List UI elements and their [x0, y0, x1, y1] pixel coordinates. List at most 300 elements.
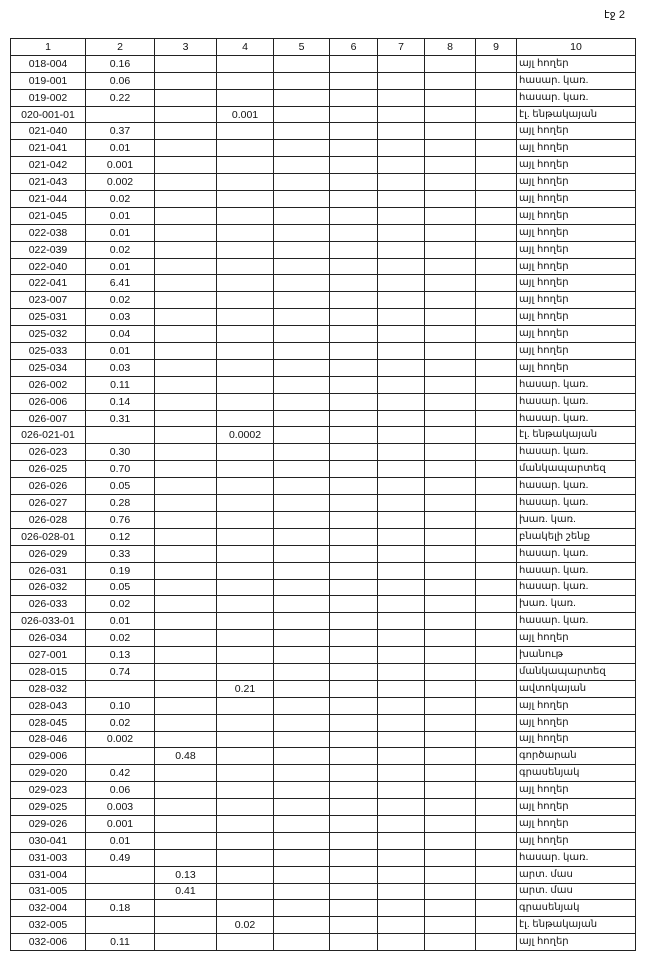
table-cell — [378, 123, 425, 140]
table-row — [11, 883, 636, 900]
table-cell — [217, 72, 274, 89]
table-row — [11, 545, 636, 562]
table-row — [11, 461, 636, 478]
table-row — [11, 292, 636, 309]
table-cell — [425, 72, 476, 89]
table-cell — [425, 410, 476, 427]
table-cell: այլ հողեր — [517, 224, 636, 241]
table-cell — [476, 613, 517, 630]
table-row — [11, 697, 636, 714]
table-row — [11, 815, 636, 832]
table-cell — [330, 799, 378, 816]
table-cell — [476, 258, 517, 275]
table-cell — [330, 545, 378, 562]
table-cell: հասար. կառ. — [517, 495, 636, 512]
table-cell — [330, 883, 378, 900]
table-cell — [274, 680, 330, 697]
table-cell — [217, 326, 274, 343]
table-cell: այլ հողեր — [517, 934, 636, 951]
table-cell — [476, 579, 517, 596]
table-cell — [330, 613, 378, 630]
table-cell: հասար. կառ. — [517, 376, 636, 393]
table-cell: 0.11 — [86, 376, 155, 393]
table-cell — [155, 427, 217, 444]
table-cell — [425, 917, 476, 934]
table-cell — [217, 799, 274, 816]
table-cell — [425, 630, 476, 647]
table-cell — [274, 647, 330, 664]
table-cell — [378, 630, 425, 647]
table-cell — [155, 663, 217, 680]
table-cell — [378, 849, 425, 866]
table-cell: 0.18 — [86, 900, 155, 917]
table-cell: 0.42 — [86, 765, 155, 782]
table-cell — [425, 309, 476, 326]
table-cell: 028-046 — [11, 731, 86, 748]
table-cell: հասար. կառ. — [517, 444, 636, 461]
table-cell — [155, 647, 217, 664]
table-cell — [330, 849, 378, 866]
table-cell — [378, 140, 425, 157]
table-cell — [217, 731, 274, 748]
table-cell — [330, 832, 378, 849]
table-cell — [476, 359, 517, 376]
table-cell — [378, 545, 425, 562]
table-cell: մանկապարտեզ — [517, 461, 636, 478]
table-cell: 022-041 — [11, 275, 86, 292]
table-cell — [476, 157, 517, 174]
table-cell: 029-006 — [11, 748, 86, 765]
table-cell: 022-039 — [11, 241, 86, 258]
table-cell — [217, 562, 274, 579]
table-cell: 0.01 — [86, 258, 155, 275]
table-cell — [330, 376, 378, 393]
table-cell: 0.10 — [86, 697, 155, 714]
table-cell — [217, 782, 274, 799]
table-row — [11, 866, 636, 883]
table-cell — [476, 343, 517, 360]
table-cell: խառ. կառ. — [517, 596, 636, 613]
table-cell: այլ հողեր — [517, 157, 636, 174]
table-cell: 0.37 — [86, 123, 155, 140]
table-cell: 026-031 — [11, 562, 86, 579]
table-cell — [425, 511, 476, 528]
table-cell: այլ հողեր — [517, 815, 636, 832]
table-cell — [425, 883, 476, 900]
table-cell — [476, 123, 517, 140]
table-cell — [425, 900, 476, 917]
table-cell: 0.31 — [86, 410, 155, 427]
table-cell: 025-033 — [11, 343, 86, 360]
table-cell — [476, 89, 517, 106]
table-cell — [476, 275, 517, 292]
table-cell — [330, 72, 378, 89]
table-cell: 0.02 — [86, 241, 155, 258]
table-row — [11, 444, 636, 461]
table-cell: 0.003 — [86, 799, 155, 816]
table-cell — [155, 815, 217, 832]
table-cell — [476, 55, 517, 72]
table-cell — [217, 883, 274, 900]
table-cell — [274, 528, 330, 545]
table-cell — [425, 376, 476, 393]
table-cell — [330, 511, 378, 528]
table-cell: 026-029 — [11, 545, 86, 562]
table-cell — [155, 224, 217, 241]
table-cell — [330, 900, 378, 917]
table-row — [11, 917, 636, 934]
table-cell — [425, 815, 476, 832]
table-row — [11, 849, 636, 866]
table-cell — [274, 478, 330, 495]
table-cell: 032-004 — [11, 900, 86, 917]
table-cell — [378, 866, 425, 883]
table-cell: այլ հողեր — [517, 731, 636, 748]
table-cell — [378, 410, 425, 427]
table-cell — [425, 866, 476, 883]
land-parcel-table — [10, 38, 636, 951]
table-cell — [425, 444, 476, 461]
table-cell — [425, 461, 476, 478]
table-cell: 019-002 — [11, 89, 86, 106]
table-cell — [425, 106, 476, 123]
table-cell — [378, 393, 425, 410]
table-cell — [274, 410, 330, 427]
table-cell: 0.02 — [86, 292, 155, 309]
table-cell — [378, 461, 425, 478]
table-cell — [425, 157, 476, 174]
table-cell — [155, 191, 217, 208]
table-cell: այլ հողեր — [517, 343, 636, 360]
table-cell — [274, 663, 330, 680]
table-cell — [155, 765, 217, 782]
table-cell — [425, 224, 476, 241]
table-cell — [476, 174, 517, 191]
table-cell — [155, 731, 217, 748]
table-cell — [155, 89, 217, 106]
table-cell — [217, 849, 274, 866]
table-cell — [86, 680, 155, 697]
table-cell — [155, 495, 217, 512]
table-cell — [274, 849, 330, 866]
table-cell — [274, 832, 330, 849]
table-cell — [274, 157, 330, 174]
table-cell — [476, 292, 517, 309]
table-cell: 018-004 — [11, 55, 86, 72]
table-cell: 021-043 — [11, 174, 86, 191]
table-cell — [425, 596, 476, 613]
table-cell: 019-001 — [11, 72, 86, 89]
table-cell — [425, 613, 476, 630]
table-cell — [330, 765, 378, 782]
table-cell — [330, 444, 378, 461]
table-cell: 0.06 — [86, 72, 155, 89]
table-row — [11, 106, 636, 123]
table-cell: 029-023 — [11, 782, 86, 799]
table-cell — [378, 562, 425, 579]
table-cell — [274, 630, 330, 647]
table-cell: հասար. կառ. — [517, 562, 636, 579]
table-cell — [330, 309, 378, 326]
table-cell — [425, 714, 476, 731]
table-cell: 026-032 — [11, 579, 86, 596]
table-cell — [425, 731, 476, 748]
table-cell — [425, 275, 476, 292]
table-cell — [330, 663, 378, 680]
table-cell — [274, 511, 330, 528]
table-cell — [378, 782, 425, 799]
table-cell: այլ հողեր — [517, 782, 636, 799]
table-cell — [425, 680, 476, 697]
table-row — [11, 140, 636, 157]
table-cell — [476, 461, 517, 478]
table-cell: 0.01 — [86, 140, 155, 157]
table-cell — [425, 55, 476, 72]
table-cell — [378, 359, 425, 376]
table-cell: 028-015 — [11, 663, 86, 680]
table-row — [11, 72, 636, 89]
table-cell — [330, 495, 378, 512]
table-cell: 026-002 — [11, 376, 86, 393]
table-cell — [217, 495, 274, 512]
table-cell — [476, 782, 517, 799]
table-cell — [330, 191, 378, 208]
table-row — [11, 596, 636, 613]
table-cell: այլ հողեր — [517, 799, 636, 816]
table-cell — [155, 157, 217, 174]
table-cell — [155, 934, 217, 951]
table-row — [11, 207, 636, 224]
table-row — [11, 258, 636, 275]
table-cell: 0.30 — [86, 444, 155, 461]
table-cell: 0.28 — [86, 495, 155, 512]
table-cell: մանկապարտեզ — [517, 663, 636, 680]
table-cell — [274, 799, 330, 816]
table-cell — [217, 697, 274, 714]
table-cell: այլ հողեր — [517, 359, 636, 376]
table-cell: գրասենյակ — [517, 765, 636, 782]
table-cell — [330, 359, 378, 376]
table-cell — [476, 309, 517, 326]
table-cell: 025-032 — [11, 326, 86, 343]
table-cell: 0.13 — [86, 647, 155, 664]
table-cell — [217, 241, 274, 258]
table-cell — [217, 832, 274, 849]
column-header: 10 — [517, 39, 636, 56]
table-cell — [274, 562, 330, 579]
table-cell — [378, 326, 425, 343]
table-cell: 0.33 — [86, 545, 155, 562]
table-row — [11, 714, 636, 731]
table-cell: 0.12 — [86, 528, 155, 545]
table-cell — [378, 883, 425, 900]
table-cell — [476, 697, 517, 714]
table-cell — [274, 343, 330, 360]
table-cell: այլ հողեր — [517, 140, 636, 157]
table-cell — [217, 258, 274, 275]
table-cell — [155, 849, 217, 866]
table-cell — [476, 596, 517, 613]
table-cell: էլ. ենթակայան — [517, 427, 636, 444]
table-cell: 020-001-01 — [11, 106, 86, 123]
table-cell — [425, 748, 476, 765]
table-cell — [274, 765, 330, 782]
table-cell — [425, 495, 476, 512]
table-cell — [425, 292, 476, 309]
table-row — [11, 174, 636, 191]
table-cell — [274, 140, 330, 157]
table-row — [11, 123, 636, 140]
table-cell — [378, 275, 425, 292]
table-cell — [425, 663, 476, 680]
table-cell — [274, 427, 330, 444]
table-cell — [274, 326, 330, 343]
table-cell — [330, 343, 378, 360]
table-cell: 0.03 — [86, 309, 155, 326]
table-cell — [476, 72, 517, 89]
table-cell — [217, 528, 274, 545]
table-cell — [476, 866, 517, 883]
table-cell — [155, 309, 217, 326]
table-cell — [274, 89, 330, 106]
table-cell: 0.0002 — [217, 427, 274, 444]
table-cell — [476, 647, 517, 664]
table-cell — [378, 309, 425, 326]
table-row — [11, 613, 636, 630]
column-header: 5 — [274, 39, 330, 56]
table-cell — [217, 207, 274, 224]
table-cell — [155, 241, 217, 258]
table-cell — [274, 782, 330, 799]
table-cell: 0.76 — [86, 511, 155, 528]
table-cell — [476, 241, 517, 258]
table-cell: 0.01 — [86, 224, 155, 241]
table-cell: 029-025 — [11, 799, 86, 816]
table-cell: 032-006 — [11, 934, 86, 951]
table-cell — [217, 934, 274, 951]
table-cell — [378, 495, 425, 512]
table-cell: այլ հողեր — [517, 55, 636, 72]
table-cell — [425, 562, 476, 579]
table-cell — [274, 748, 330, 765]
table-cell — [476, 444, 517, 461]
table-cell — [217, 748, 274, 765]
table-cell — [330, 292, 378, 309]
table-cell — [330, 224, 378, 241]
table-cell — [274, 917, 330, 934]
table-cell — [330, 174, 378, 191]
table-cell — [378, 427, 425, 444]
table-cell: 6.41 — [86, 275, 155, 292]
table-cell — [274, 123, 330, 140]
table-cell — [217, 900, 274, 917]
table-cell — [155, 326, 217, 343]
table-cell: 031-003 — [11, 849, 86, 866]
table-cell — [425, 326, 476, 343]
table-cell — [86, 917, 155, 934]
table-cell: այլ հողեր — [517, 714, 636, 731]
table-cell: 0.001 — [86, 157, 155, 174]
table-cell — [155, 613, 217, 630]
table-cell — [217, 866, 274, 883]
table-cell: էլ. ենթակայան — [517, 917, 636, 934]
table-cell — [155, 832, 217, 849]
table-row — [11, 799, 636, 816]
table-cell — [217, 410, 274, 427]
table-row — [11, 410, 636, 427]
table-row — [11, 191, 636, 208]
table-cell — [330, 596, 378, 613]
table-cell: 0.01 — [86, 832, 155, 849]
table-cell — [274, 207, 330, 224]
table-cell — [378, 663, 425, 680]
table-cell — [378, 832, 425, 849]
table-cell: 027-001 — [11, 647, 86, 664]
table-header-row — [11, 39, 636, 56]
table-cell — [217, 714, 274, 731]
table-row — [11, 579, 636, 596]
table-cell — [378, 613, 425, 630]
table-cell: 026-025 — [11, 461, 86, 478]
table-cell: 026-027 — [11, 495, 86, 512]
table-cell — [155, 258, 217, 275]
table-cell — [378, 241, 425, 258]
table-cell — [476, 799, 517, 816]
table-row — [11, 427, 636, 444]
table-cell — [476, 545, 517, 562]
table-cell — [155, 562, 217, 579]
table-cell — [274, 275, 330, 292]
table-cell: 026-007 — [11, 410, 86, 427]
table-row — [11, 55, 636, 72]
table-cell — [274, 697, 330, 714]
table-cell — [378, 900, 425, 917]
table-cell — [274, 258, 330, 275]
table-cell — [425, 241, 476, 258]
table-cell — [330, 748, 378, 765]
table-cell — [330, 140, 378, 157]
table-cell — [330, 866, 378, 883]
table-cell — [378, 106, 425, 123]
table-cell — [330, 123, 378, 140]
table-cell — [476, 224, 517, 241]
table-cell — [330, 478, 378, 495]
table-cell — [217, 444, 274, 461]
table-cell — [217, 596, 274, 613]
table-cell — [274, 241, 330, 258]
table-cell — [476, 630, 517, 647]
table-cell: 0.01 — [86, 613, 155, 630]
table-cell: 0.02 — [86, 714, 155, 731]
table-cell — [378, 224, 425, 241]
table-cell — [425, 359, 476, 376]
table-cell — [378, 207, 425, 224]
table-row — [11, 495, 636, 512]
table-cell: 0.16 — [86, 55, 155, 72]
table-cell — [217, 376, 274, 393]
table-cell: այլ հողեր — [517, 309, 636, 326]
table-cell — [274, 731, 330, 748]
table-cell — [476, 511, 517, 528]
table-body — [11, 55, 636, 950]
table-cell — [378, 174, 425, 191]
table-row — [11, 309, 636, 326]
table-cell — [476, 883, 517, 900]
table-cell — [155, 528, 217, 545]
table-cell — [274, 393, 330, 410]
table-cell: գործարան — [517, 748, 636, 765]
table-cell — [378, 697, 425, 714]
